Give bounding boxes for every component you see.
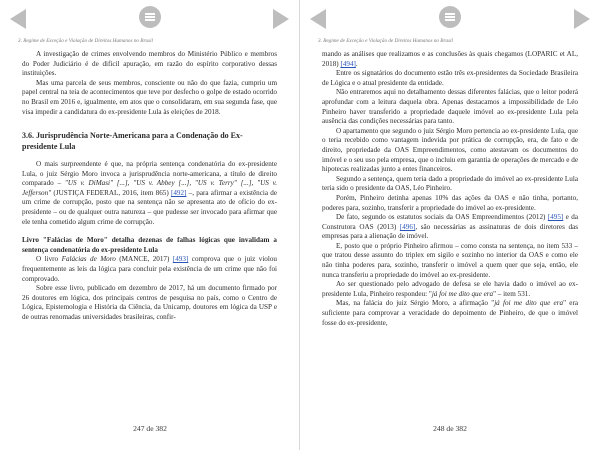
paragraph: Entre os signatários do documento estão três ex-presidentes da Sociedade Brasileira de Lógica e o atual presidente da entidade. <box>322 69 578 87</box>
paragraph: Porém, Pinheiro detinha apenas 10% das ações da OAS e não tinha, portanto, poderes para, sozinho, transferir a propriedade do imóvel ao ex-presidente. <box>322 193 578 212</box>
running-head: 3. Regime de Exceção e Violação de Direitos Humanos no Brasil <box>18 38 153 44</box>
paragraph: Mas uma parcela de seus membros, consciente ou não do que fazia, cumpriu um papel central na teia de acontecimentos que teve por desfecho o golpe de estado ocorrido no Brasil em 2016 e, igualmente, em atos que o consolidaram, em sua segunda fase, que visa impedir a candidatura do ex-presidente Lula às eleições de 2018. <box>22 78 277 116</box>
paragraph: A investigação de crimes envolvendo membros do Ministério Público e membros do Poder Judiciário é de difícil apuração, em razão do espírito corporativo dessas instituições. <box>22 50 277 78</box>
left-page-nav <box>0 0 299 36</box>
right-page <box>300 0 600 450</box>
footnote-link[interactable]: [492] <box>170 188 187 197</box>
paragraph: De fato, segundo os estatutos sociais da OAS Empreendimentos (2012) [495] e da Construtora OAS (2013) [496], são necessárias as assinaturas de dois diretores das empresas para a alienação de imóvel. <box>322 213 578 241</box>
paragraph: O livro Falácias de Moro (MANCE, 2017) [493] comprova que o juiz violou frequentemente as leis da lógica para concluir pela existência de um crime que não foi comprovado. <box>22 255 278 283</box>
chevron-left-icon[interactable] <box>10 9 26 29</box>
chevron-left-icon[interactable] <box>310 9 326 29</box>
paragraph: Segundo a sentença, quem teria dado a propriedade do imóvel ao ex-presidente Lula teria sido o presidente da OAS, Léo Pinheiro. <box>322 174 578 193</box>
footnote-link[interactable]: [494] <box>340 59 356 68</box>
bold-lead: Livro "Falácias de Moro" detalha dezenas de falhas lógicas que invalidam a sentença condenatória do ex-presidente Lula <box>22 236 277 254</box>
case-citations: "US v. DiMasi" [...], "US v. Abbey [...], "US v. Terry" [...], "US v. Jefferson" <box>22 179 277 197</box>
running-head: 3. Regime de Exceção e Violação de Direitos Humanos no Brasil <box>318 38 453 44</box>
paragraph: Não entraremos aqui no detalhamento dessas diferentes falácias, que o leitor poderá aprofundar com a leitura daquela obra. Apenas destacamos a impossibilidade de Léo Pinheiro haver transferido a propriedade daquele imóvel ao ex-presidente Lula pela ausência das condições necessárias para tanto. <box>322 88 578 126</box>
page-number: 247 de 382 <box>133 424 167 433</box>
right-page-body <box>322 50 578 328</box>
chevron-right-icon[interactable] <box>574 9 590 29</box>
paragraph: Mas, na falácia do juiz Sérgio Moro, a afirmação "já foi me dito que era" era suficiente para comprovar a veracidade do depoimento de Pinheiro, de que o imóvel fosse do ex-presidente, <box>322 299 578 327</box>
chevron-right-icon[interactable] <box>273 9 289 29</box>
paragraph: Ao ser questionado pelo advogado de defesa se ele havia dado o imóvel ao ex-presidente Lula, Pinheiro respondeu: "já foi me dito que era" – item 531. <box>322 280 578 298</box>
footnote-link[interactable]: [493] <box>172 255 189 264</box>
paragraph: E, posto que o próprio Pinheiro afirmou – como consta na sentença, no item 533 – que tratou desse assunto do triplex em sigilo e sozinho no interior da OAS e como ele não tinha poderes para, sozinho, transferir o imóvel a quem quer que seja, então, ele nunca transferiu a propriedade do imóvel ao ex-presidente. <box>322 241 578 279</box>
page-number: 248 de 382 <box>433 424 467 433</box>
quote: já foi me dito que era <box>494 299 564 308</box>
left-page-body <box>22 50 277 322</box>
paragraph: O apartamento que segundo o juiz Sérgio Moro pertencia ao ex-presidente Lula, que o teria recebido como vantagem indevida por prática de corrupção, era, de fato e de direito, propriedade da OAS Empreendimentos, como atestavam os documentos do imóvel e o seu uso pela empresa, que o incluiu em garantia de operações de mercado e de hipotecas realizadas junto a entes financeiros. <box>322 126 578 174</box>
paragraph: mando as análises que realizamos e as conclusões às quais chegamos (LOPARIC et AL, 2018) [494]. <box>322 50 578 68</box>
right-page-nav <box>300 0 600 36</box>
book-title: Falácias de Moro <box>61 255 116 264</box>
quote: já foi me dito que era <box>431 289 494 298</box>
footnote-link[interactable]: [496] <box>399 222 416 231</box>
paragraph: Sobre esse livro, publicado em dezembro de 2017, há um documento firmado por 26 doutores em lógica, dos principais centros de pesquisa no país, como o Centro de Lógica, Epistemologia e História da Ciência, da Unicamp, doutores em lógica da USP e de outras renomadas universidades brasileiras, confir- <box>22 284 277 321</box>
section-heading: 3.6. Jurisprudência Norte-Americana para a Condenação do Ex-presidente Lula <box>22 131 243 151</box>
paragraph: O mais surpreendente é que, na própria sentença condenatória do ex-presidente Lula, o juiz Sérgio Moro invoca a jurisprudência norte-americana, a título de direito comparado – "US v. DiMasi" [...], "US v. Abbey [...], "US v. Terry" [...], "US v. Jefferson" (JUSTIÇA FEDERAL, 2016, item 865) [492] –, para afirmar a existência de um crime de corrupção, posto que na sentença não se apresenta ato de ofício do ex-presidente – ou de qualquer outra natureza – que pudesse ser invocado para afirmar que ele tenha cometido algum crime de corrupção. <box>22 159 278 226</box>
footnote-link[interactable]: [495] <box>547 213 564 222</box>
menu-icon[interactable] <box>439 6 461 28</box>
menu-icon[interactable] <box>139 6 161 28</box>
